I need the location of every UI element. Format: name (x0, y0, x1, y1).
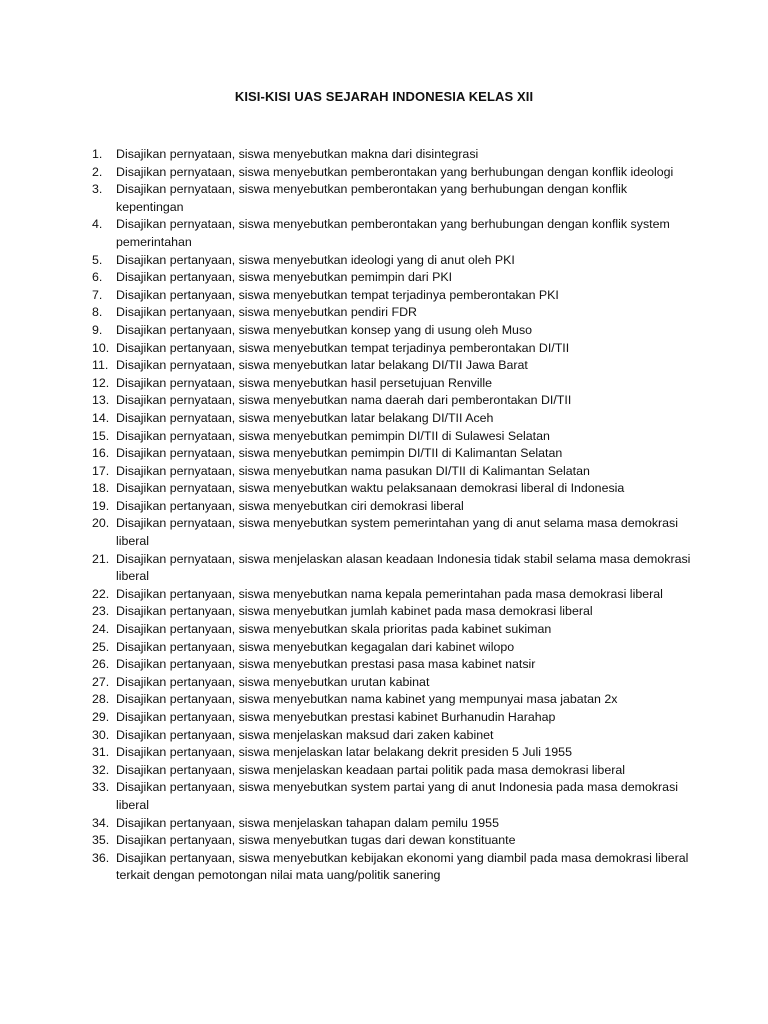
list-item (92, 586, 692, 604)
item-number: 29. (92, 710, 110, 724)
item-text: Disajikan pernyataan, siswa menyebutkan pemimpin DI/TII di Kalimantan Selatan (116, 446, 563, 461)
item-number: 26. (92, 657, 110, 672)
item-number: 3. (92, 182, 103, 197)
item-text: Disajikan pertanyaan, siswa menyebutkan pemimpin dari PKI (116, 270, 453, 285)
list-item (92, 603, 692, 621)
item-number: 36. (92, 850, 110, 865)
item-text: Disajikan pernyataan, siswa menyebutkan nama pasukan DI/TII di Kalimantan Selatan (116, 463, 590, 478)
list-item (92, 621, 692, 639)
item-number: 11. (92, 358, 109, 373)
item-number: 5. (92, 252, 103, 267)
item-text: Disajikan pernyataan, siswa menyebutkan nama daerah dari pemberontakan DI/TII (116, 393, 572, 408)
item-text: Disajikan pertanyaan, siswa menyebutkan ciri demokrasi liberal (116, 498, 464, 513)
list-item (92, 850, 692, 885)
list-item (92, 445, 692, 463)
item-number: 12. (92, 375, 110, 390)
item-number: 25. (92, 639, 110, 654)
list-item (92, 357, 692, 375)
item-number: 17. (92, 463, 110, 478)
item-list (92, 146, 692, 885)
item-number: 4. (92, 217, 103, 232)
list-item (92, 498, 692, 516)
list-item (92, 252, 692, 270)
list-item (92, 410, 692, 428)
item-text: Disajikan pertanyaan, siswa menyebutkan kebijakan ekonomi yang diambil pada masa demokrasi liberal terkait dengan pemotongan nilai mata uang/politik sanering (116, 850, 689, 883)
item-text: Disajikan pernyataan, siswa menyebutkan waktu pelaksanaan demokrasi liberal di Indonesia (116, 481, 625, 496)
item-number: 6. (92, 270, 103, 285)
list-item (92, 744, 692, 762)
list-item (92, 216, 692, 251)
item-text: Disajikan pertanyaan, siswa menyebutkan kegagalan dari kabinet wilopo (116, 639, 515, 654)
item-text: Disajikan pertanyaan, siswa menyebutkan tugas dari dewan konstituante (116, 833, 516, 848)
item-number: 9. (92, 322, 103, 337)
list-item (92, 181, 692, 216)
item-text: Disajikan pertanyaan, siswa menyebutkan skala prioritas pada kabinet sukiman (116, 622, 552, 637)
item-text: Disajikan pertanyaan, siswa menyebutkan nama kabinet yang mempunyai masa jabatan 2x (116, 692, 618, 707)
item-number: 2. (92, 164, 103, 179)
list-item (92, 779, 692, 814)
item-text: Disajikan pertanyaan, siswa menyebutkan system partai yang di anut Indonesia pada masa demokrasi liberal (116, 780, 679, 812)
item-text: Disajikan pertanyaan, siswa menyebutkan ideologi yang di anut oleh PKI (116, 252, 515, 267)
document-title: KISI-KISI UAS SEJARAH INDONESIA KELAS XII (234, 89, 534, 104)
item-number: 10. (92, 340, 110, 355)
item-text: Disajikan pertanyaan, siswa menjelaskan latar belakang dekrit presiden 5 Juli 1955 (116, 745, 572, 760)
item-text: Disajikan pertanyaan, siswa menjelaskan tahapan dalam pemilu 1955 (116, 815, 499, 830)
item-text: Disajikan pertanyaan, siswa menyebutkan tempat terjadinya pemberontakan DI/TII (116, 340, 570, 355)
list-item (92, 463, 692, 481)
item-text: Disajikan pertanyaan, siswa menjelaskan keadaan partai politik pada masa demokrasi liberal (116, 762, 625, 777)
item-number: 32. (92, 762, 110, 777)
list-item (92, 480, 692, 498)
item-number: 31. (92, 745, 110, 760)
list-item (92, 287, 692, 305)
list-item (92, 674, 692, 692)
item-number: 24. (92, 622, 110, 637)
item-number: 19. (92, 498, 110, 513)
list-item (92, 639, 692, 657)
item-number: 18. (92, 481, 110, 496)
list-item (92, 146, 692, 164)
item-text: Disajikan pernyataan, siswa menjelaskan alasan keadaan Indonesia tidak stabil selama masa demokrasi liberal (116, 551, 691, 584)
list-item (92, 551, 692, 586)
list-item (92, 815, 692, 833)
item-text: Disajikan pernyataan, siswa menyebutkan hasil persetujuan Renville (116, 375, 493, 390)
item-text: Disajikan pertanyaan, siswa menyebutkan konsep yang di usung oleh Muso (116, 322, 533, 337)
list-item (92, 709, 692, 727)
item-number: 35. (92, 833, 110, 848)
item-text: Disajikan pertanyaan, siswa menyebutkan tempat terjadinya pemberontakan PKI (116, 287, 559, 302)
item-text: Disajikan pertanyaan, siswa menyebutkan prestasi kabinet Burhanudin Harahap (116, 710, 556, 724)
list-item (92, 392, 692, 410)
list-item (92, 832, 692, 850)
item-number: 13. (92, 393, 110, 408)
item-number: 28. (92, 692, 110, 707)
item-text: Disajikan pernyataan, siswa menyebutkan pemimpin DI/TII di Sulawesi Selatan (116, 428, 550, 443)
item-number: 33. (92, 780, 110, 795)
item-number: 21. (92, 551, 110, 566)
item-number: 34. (92, 815, 110, 830)
item-text: Disajikan pertanyaan, siswa menyebutkan urutan kabinat (116, 674, 430, 689)
item-text: Disajikan pertanyaan, siswa menyebutkan prestasi pasa masa kabinet natsir (116, 657, 536, 672)
item-number: 20. (92, 516, 110, 531)
list-item (92, 304, 692, 322)
item-text: Disajikan pertanyaan, siswa menjelaskan maksud dari zaken kabinet (116, 727, 494, 742)
list-item (92, 727, 692, 745)
item-number: 22. (92, 586, 110, 601)
item-text: Disajikan pertanyaan, siswa menyebutkan jumlah kabinet pada masa demokrasi liberal (116, 604, 593, 619)
item-number: 1. (92, 147, 103, 161)
item-text: Disajikan pertanyaan, siswa menyebutkan nama kepala pemerintahan pada masa demokrasi liberal (116, 586, 663, 601)
item-number: 23. (92, 604, 110, 619)
item-text: Disajikan pernyataan, siswa menyebutkan pemberontakan yang berhubungan dengan konflik system pemerintahan (116, 217, 670, 249)
list-item (92, 691, 692, 709)
item-number: 30. (92, 727, 110, 742)
item-text: Disajikan pertanyaan, siswa menyebutkan pendiri FDR (116, 305, 417, 320)
list-item (92, 515, 692, 550)
list-item (92, 656, 692, 674)
item-number: 15. (92, 428, 110, 443)
item-text: Disajikan pernyataan, siswa menyebutkan latar belakang DI/TII Jawa Barat (116, 358, 528, 373)
item-number: 27. (92, 674, 110, 689)
item-number: 7. (92, 287, 103, 302)
item-number: 16. (92, 446, 110, 461)
item-text: Disajikan pernyataan, siswa menyebutkan system pemerintahan yang di anut selama masa demokrasi liberal (116, 516, 678, 549)
list-item (92, 322, 692, 340)
item-number: 14. (92, 410, 110, 425)
item-number: 8. (92, 305, 103, 320)
list-item (92, 340, 692, 358)
list-item (92, 164, 692, 182)
list-item (92, 428, 692, 446)
list-item (92, 269, 692, 287)
item-text: Disajikan pernyataan, siswa menyebutkan makna dari disintegrasi (116, 147, 479, 161)
list-item (92, 762, 692, 780)
item-text: Disajikan pernyataan, siswa menyebutkan pemberontakan yang berhubungan dengan konflik kepentingan (116, 182, 628, 214)
item-text: Disajikan pernyataan, siswa menyebutkan latar belakang DI/TII Aceh (116, 410, 494, 425)
list-item (92, 375, 692, 393)
item-text: Disajikan pernyataan, siswa menyebutkan pemberontakan yang berhubungan dengan konflik ideologi (116, 164, 674, 179)
